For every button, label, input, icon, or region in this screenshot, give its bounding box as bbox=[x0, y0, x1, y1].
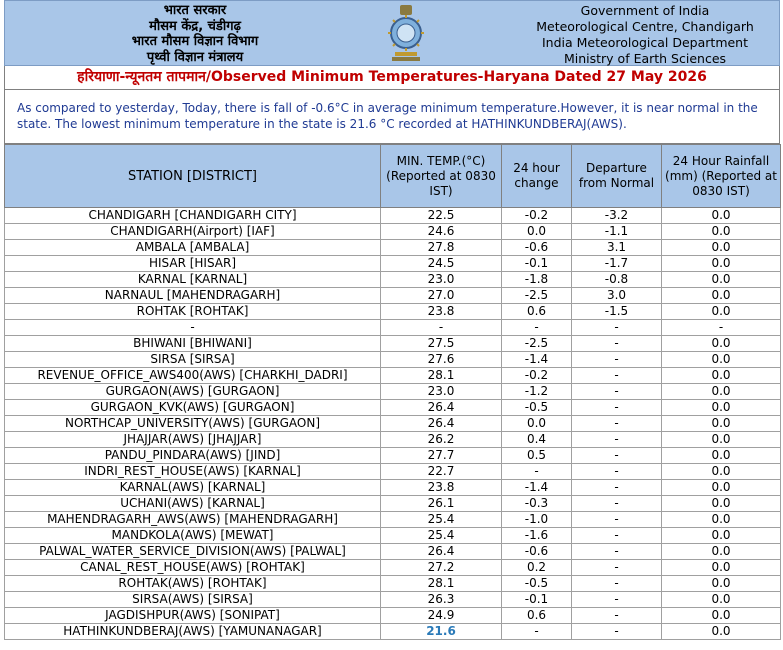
departure-cell: - bbox=[572, 608, 662, 624]
station-cell: JHAJJAR(AWS) [JHAJJAR] bbox=[5, 432, 381, 448]
change-cell: -0.3 bbox=[502, 496, 572, 512]
station-cell: GURGAON(AWS) [GURGAON] bbox=[5, 384, 381, 400]
min-temp-cell: 26.4 bbox=[381, 544, 502, 560]
min-temp-cell: 27.5 bbox=[381, 336, 502, 352]
table-row bbox=[5, 272, 781, 288]
rainfall-cell: 0.0 bbox=[662, 288, 781, 304]
station-cell: SIRSA(AWS) [SIRSA] bbox=[5, 592, 381, 608]
departure-cell: - bbox=[572, 464, 662, 480]
table-row bbox=[5, 320, 781, 336]
rainfall-cell: 0.0 bbox=[662, 464, 781, 480]
min-temp-cell: 26.4 bbox=[381, 400, 502, 416]
table-row bbox=[5, 256, 781, 272]
station-cell: PANDU_PINDARA(AWS) [JIND] bbox=[5, 448, 381, 464]
hindi-line-3: भारत मौसम विज्ञान विभाग bbox=[131, 34, 259, 49]
min-temp-cell: 24.6 bbox=[381, 224, 502, 240]
station-cell: CHANDIGARH [CHANDIGARH CITY] bbox=[5, 208, 381, 224]
rainfall-cell: 0.0 bbox=[662, 480, 781, 496]
change-cell: -1.6 bbox=[502, 528, 572, 544]
station-cell: MAHENDRAGARH_AWS(AWS) [MAHENDRAGARH] bbox=[5, 512, 381, 528]
departure-cell: - bbox=[572, 512, 662, 528]
change-cell: - bbox=[502, 320, 572, 336]
rainfall-cell: 0.0 bbox=[662, 416, 781, 432]
change-cell: -0.1 bbox=[502, 592, 572, 608]
departure-cell: 3.0 bbox=[572, 288, 662, 304]
min-temp-cell: 28.1 bbox=[381, 576, 502, 592]
rainfall-cell: 0.0 bbox=[662, 384, 781, 400]
table-header-row bbox=[5, 145, 781, 208]
station-cell: JAGDISHPUR(AWS) [SONIPAT] bbox=[5, 608, 381, 624]
col-header-rainfall: 24 Hour Rainfall (mm) (Reported at 0830 IST) bbox=[662, 145, 781, 208]
station-cell: INDRI_REST_HOUSE(AWS) [KARNAL] bbox=[5, 464, 381, 480]
english-line-4: Ministry of Earth Sciences bbox=[563, 51, 727, 66]
change-cell: -1.4 bbox=[502, 352, 572, 368]
rainfall-cell: 0.0 bbox=[662, 576, 781, 592]
rainfall-cell: 0.0 bbox=[662, 224, 781, 240]
min-temp-cell: 27.8 bbox=[381, 240, 502, 256]
change-cell: 0.6 bbox=[502, 304, 572, 320]
rainfall-cell: 0.0 bbox=[662, 208, 781, 224]
table-row bbox=[5, 592, 781, 608]
col-header-station: STATION [DISTRICT] bbox=[5, 145, 381, 208]
departure-cell: -0.8 bbox=[572, 272, 662, 288]
rainfall-cell: - bbox=[662, 320, 781, 336]
station-cell: NARNAUL [MAHENDRAGARH] bbox=[5, 288, 381, 304]
table-row bbox=[5, 480, 781, 496]
hindi-line-1: भारत सरकार bbox=[163, 3, 227, 18]
departure-cell: - bbox=[572, 384, 662, 400]
col-header-change: 24 hour change bbox=[502, 145, 572, 208]
departure-cell: - bbox=[572, 528, 662, 544]
station-cell: - bbox=[5, 320, 381, 336]
change-cell: -0.2 bbox=[502, 208, 572, 224]
rainfall-cell: 0.0 bbox=[662, 368, 781, 384]
departure-cell: - bbox=[572, 624, 662, 640]
rainfall-cell: 0.0 bbox=[662, 240, 781, 256]
table-row bbox=[5, 384, 781, 400]
hindi-line-4: पृथ्वी विज्ञान मंत्रालय bbox=[146, 49, 244, 65]
min-temp-cell: 25.4 bbox=[381, 512, 502, 528]
change-cell: 0.0 bbox=[502, 416, 572, 432]
station-cell: BHIWANI [BHIWANI] bbox=[5, 336, 381, 352]
table-row bbox=[5, 416, 781, 432]
station-cell: CHANDIGARH(Airport) [IAF] bbox=[5, 224, 381, 240]
station-cell: KARNAL [KARNAL] bbox=[5, 272, 381, 288]
rainfall-cell: 0.0 bbox=[662, 528, 781, 544]
col-header-min-temp: MIN. TEMP.(°C) (Reported at 0830 IST) bbox=[381, 145, 502, 208]
table-row bbox=[5, 608, 781, 624]
change-cell: 0.0 bbox=[502, 224, 572, 240]
rainfall-cell: 0.0 bbox=[662, 304, 781, 320]
table-row bbox=[5, 400, 781, 416]
table-row bbox=[5, 336, 781, 352]
english-org-block bbox=[505, 3, 783, 67]
rainfall-cell: 0.0 bbox=[662, 560, 781, 576]
change-cell: - bbox=[502, 464, 572, 480]
departure-cell: -3.2 bbox=[572, 208, 662, 224]
table-body bbox=[5, 208, 781, 640]
rainfall-cell: 0.0 bbox=[662, 608, 781, 624]
english-line-1: Government of India bbox=[580, 3, 710, 18]
change-cell: -2.5 bbox=[502, 288, 572, 304]
page-title: हरियाणा-न्यूनतम तापमान/Observed Minimum Temperatures-Haryana Dated 27 May 2026 bbox=[4, 66, 780, 90]
rainfall-cell: 0.0 bbox=[662, 432, 781, 448]
departure-cell: - bbox=[572, 576, 662, 592]
departure-cell: - bbox=[572, 592, 662, 608]
change-cell: 0.2 bbox=[502, 560, 572, 576]
table-row bbox=[5, 352, 781, 368]
rainfall-cell: 0.0 bbox=[662, 592, 781, 608]
rainfall-cell: 0.0 bbox=[662, 496, 781, 512]
min-temp-cell: 26.1 bbox=[381, 496, 502, 512]
header-banner bbox=[4, 0, 780, 66]
min-temp-cell: 23.8 bbox=[381, 304, 502, 320]
departure-cell: -1.5 bbox=[572, 304, 662, 320]
min-temp-cell: 27.7 bbox=[381, 448, 502, 464]
change-cell: -0.2 bbox=[502, 368, 572, 384]
station-cell: HATHINKUNDBERAJ(AWS) [YAMUNANAGAR] bbox=[5, 624, 381, 640]
departure-cell: - bbox=[572, 432, 662, 448]
station-cell: ROHTAK [ROHTAK] bbox=[5, 304, 381, 320]
change-cell: -1.8 bbox=[502, 272, 572, 288]
station-cell: GURGAON_KVK(AWS) [GURGAON] bbox=[5, 400, 381, 416]
summary-text: As compared to yesterday, Today, there is fall of -0.6°C in average minimum temperature.However, it is near normal in the state. The lowest minimum temperature in the state is 21.6 °C recorded at HATHINKUNDBERAJ(AWS). bbox=[4, 90, 780, 144]
change-cell: -0.6 bbox=[502, 240, 572, 256]
departure-cell: - bbox=[572, 496, 662, 512]
min-temp-cell: 26.2 bbox=[381, 432, 502, 448]
min-temp-cell: 24.9 bbox=[381, 608, 502, 624]
min-temp-cell: 27.2 bbox=[381, 560, 502, 576]
table-row bbox=[5, 624, 781, 640]
change-cell: -2.5 bbox=[502, 336, 572, 352]
min-temp-cell: - bbox=[381, 320, 502, 336]
table-row bbox=[5, 560, 781, 576]
min-temp-cell: 23.8 bbox=[381, 480, 502, 496]
min-temp-cell: 27.6 bbox=[381, 352, 502, 368]
change-cell: -0.1 bbox=[502, 256, 572, 272]
min-temp-cell: 26.4 bbox=[381, 416, 502, 432]
table-row bbox=[5, 288, 781, 304]
station-cell: MANDKOLA(AWS) [MEWAT] bbox=[5, 528, 381, 544]
min-temp-cell: 23.0 bbox=[381, 272, 502, 288]
rainfall-cell: 0.0 bbox=[662, 400, 781, 416]
station-cell: SIRSA [SIRSA] bbox=[5, 352, 381, 368]
change-cell: -0.5 bbox=[502, 576, 572, 592]
english-line-3: India Meteorological Department bbox=[541, 35, 749, 50]
hindi-org-block bbox=[65, 3, 325, 65]
table-row bbox=[5, 368, 781, 384]
change-cell: 0.5 bbox=[502, 448, 572, 464]
table-row bbox=[5, 208, 781, 224]
change-cell: 0.6 bbox=[502, 608, 572, 624]
departure-cell: 3.1 bbox=[572, 240, 662, 256]
table-row bbox=[5, 240, 781, 256]
departure-cell: - bbox=[572, 544, 662, 560]
min-temp-cell: 22.5 bbox=[381, 208, 502, 224]
departure-cell: - bbox=[572, 352, 662, 368]
min-temp-cell: 25.4 bbox=[381, 528, 502, 544]
station-cell: AMBALA [AMBALA] bbox=[5, 240, 381, 256]
change-cell: - bbox=[502, 624, 572, 640]
station-cell: ROHTAK(AWS) [ROHTAK] bbox=[5, 576, 381, 592]
departure-cell: - bbox=[572, 320, 662, 336]
english-line-2: Meteorological Centre, Chandigarh bbox=[536, 19, 754, 34]
departure-cell: - bbox=[572, 448, 662, 464]
station-cell: CANAL_REST_HOUSE(AWS) [ROHTAK] bbox=[5, 560, 381, 576]
temperature-table bbox=[4, 144, 781, 640]
min-temp-cell: 24.5 bbox=[381, 256, 502, 272]
table-row bbox=[5, 464, 781, 480]
table-row bbox=[5, 544, 781, 560]
min-temp-cell: 21.6 bbox=[381, 624, 502, 640]
departure-cell: - bbox=[572, 368, 662, 384]
station-cell: REVENUE_OFFICE_AWS400(AWS) [CHARKHI_DADRI] bbox=[5, 368, 381, 384]
min-temp-cell: 26.3 bbox=[381, 592, 502, 608]
departure-cell: - bbox=[572, 560, 662, 576]
departure-cell: -1.1 bbox=[572, 224, 662, 240]
min-temp-cell: 27.0 bbox=[381, 288, 502, 304]
table-row bbox=[5, 224, 781, 240]
change-cell: 0.4 bbox=[502, 432, 572, 448]
table-row bbox=[5, 512, 781, 528]
change-cell: -1.4 bbox=[502, 480, 572, 496]
rainfall-cell: 0.0 bbox=[662, 624, 781, 640]
rainfall-cell: 0.0 bbox=[662, 512, 781, 528]
rainfall-cell: 0.0 bbox=[662, 256, 781, 272]
rainfall-cell: 0.0 bbox=[662, 544, 781, 560]
imd-emblem-icon bbox=[383, 3, 429, 65]
change-cell: -1.2 bbox=[502, 384, 572, 400]
station-cell: HISAR [HISAR] bbox=[5, 256, 381, 272]
change-cell: -0.5 bbox=[502, 400, 572, 416]
table-row bbox=[5, 576, 781, 592]
hindi-line-2: मौसम केंद्र, चंडीगढ़ bbox=[149, 18, 241, 34]
rainfall-cell: 0.0 bbox=[662, 448, 781, 464]
departure-cell: - bbox=[572, 336, 662, 352]
min-temp-cell: 23.0 bbox=[381, 384, 502, 400]
table-row bbox=[5, 448, 781, 464]
rainfall-cell: 0.0 bbox=[662, 336, 781, 352]
min-temp-cell: 28.1 bbox=[381, 368, 502, 384]
rainfall-cell: 0.0 bbox=[662, 272, 781, 288]
table-row bbox=[5, 528, 781, 544]
table-row bbox=[5, 432, 781, 448]
departure-cell: -1.7 bbox=[572, 256, 662, 272]
station-cell: UCHANI(AWS) [KARNAL] bbox=[5, 496, 381, 512]
station-cell: NORTHCAP_UNIVERSITY(AWS) [GURGAON] bbox=[5, 416, 381, 432]
col-header-departure: Departure from Normal bbox=[572, 145, 662, 208]
departure-cell: - bbox=[572, 400, 662, 416]
departure-cell: - bbox=[572, 480, 662, 496]
departure-cell: - bbox=[572, 416, 662, 432]
change-cell: -1.0 bbox=[502, 512, 572, 528]
station-cell: PALWAL_WATER_SERVICE_DIVISION(AWS) [PALWAL] bbox=[5, 544, 381, 560]
change-cell: -0.6 bbox=[502, 544, 572, 560]
table-row bbox=[5, 304, 781, 320]
table-row bbox=[5, 496, 781, 512]
rainfall-cell: 0.0 bbox=[662, 352, 781, 368]
station-cell: KARNAL(AWS) [KARNAL] bbox=[5, 480, 381, 496]
min-temp-cell: 22.7 bbox=[381, 464, 502, 480]
